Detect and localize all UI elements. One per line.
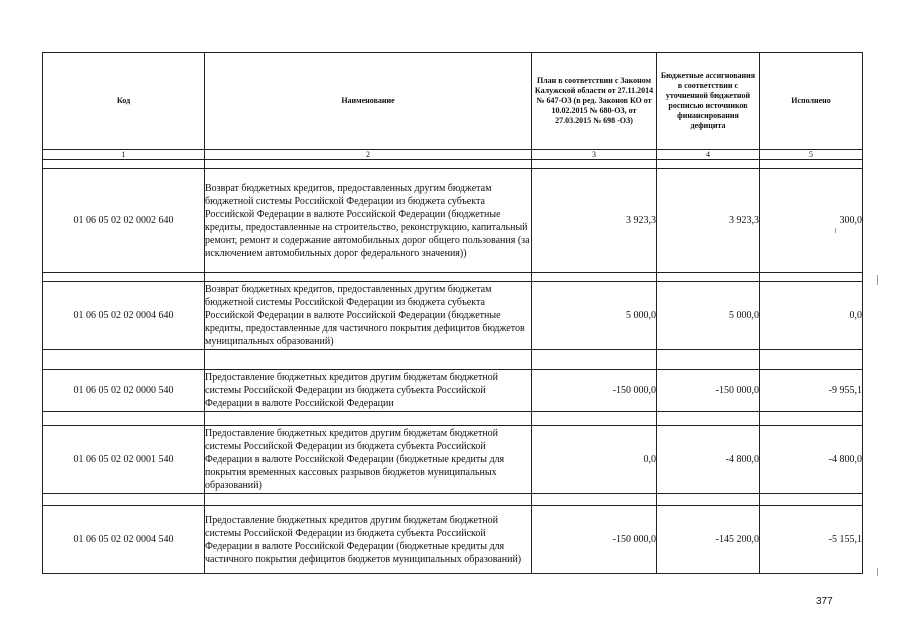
header-code: Код	[43, 53, 205, 150]
row-assignments: 3 923,3	[657, 169, 760, 273]
column-number: 2	[205, 150, 532, 160]
scan-mark	[835, 228, 836, 233]
row-code: 01 06 05 02 02 0002 640	[43, 169, 205, 273]
scan-mark	[877, 568, 878, 576]
row-executed: -5 155,1	[760, 506, 863, 574]
spacer-row	[43, 412, 863, 426]
column-number: 5	[760, 150, 863, 160]
row-name: Возврат бюджетных кредитов, предоставленных другим бюджетам бюджетной системы Российской Федерации из бюджета субъекта Российской Федерации в валюте Российской Федерации (бюджетные кредиты, предоставленные на строительство, реконструкцию, капитальный ремонт, ремонт и содержание автомобильных дорог общего пользования (за исключением автомобильных дорог федерального значения))	[205, 169, 532, 273]
row-name: Предоставление бюджетных кредитов другим бюджетам бюджетной системы Российской Федерации из бюджета субъекта Российской Федерации в валюте Российской Федерации	[205, 370, 532, 412]
row-code: 01 06 05 02 02 0004 540	[43, 506, 205, 574]
row-name: Предоставление бюджетных кредитов другим бюджетам бюджетной системы Российской Федерации из бюджета субъекта Российской Федерации в валюте Российской Федерации (бюджетные кредиты для частичного покрытия дефицитов бюджетов муниципальных образований)	[205, 506, 532, 574]
header-plan: План в соответствии с Законом Калужской области от 27.11.2014 № 647-ОЗ (в ред. Законов КО от 10.02.2015 № 680-ОЗ, от 27.03.2015 № 698 -ОЗ)	[532, 53, 657, 150]
row-assignments: -145 200,0	[657, 506, 760, 574]
row-name: Возврат бюджетных кредитов, предоставленных другим бюджетам бюджетной системы Российской Федерации из бюджета субъекта Российской Федерации в валюте Российской Федерации (бюджетные кредиты, предоставленные для частичного покрытия дефицитов бюджетов муниципальных образований)	[205, 282, 532, 350]
table-row	[43, 370, 863, 412]
header-row	[43, 53, 863, 150]
header-assignments: Бюджетные ассигнования в соответствии с уточненной бюджетной росписью источников финансирования дефицита	[657, 53, 760, 150]
row-executed: 0,0	[760, 282, 863, 350]
table-row	[43, 506, 863, 574]
column-numbering-row	[43, 150, 863, 160]
row-executed: 300,0	[760, 169, 863, 273]
row-plan: -150 000,0	[532, 506, 657, 574]
column-number: 4	[657, 150, 760, 160]
spacer-row	[43, 273, 863, 282]
row-assignments: -4 800,0	[657, 426, 760, 494]
spacer-row	[43, 494, 863, 506]
column-number: 1	[43, 150, 205, 160]
scan-mark	[877, 275, 878, 285]
row-name: Предоставление бюджетных кредитов другим бюджетам бюджетной системы Российской Федерации из бюджета субъекта Российской Федерации в валюте Российской Федерации (бюджетные кредиты для покрытия временных кассовых разрывов бюджетов муниципальных образований)	[205, 426, 532, 494]
row-executed: -4 800,0	[760, 426, 863, 494]
table-row	[43, 169, 863, 273]
spacer-row	[43, 350, 863, 370]
column-number: 3	[532, 150, 657, 160]
row-code: 01 06 05 02 02 0000 540	[43, 370, 205, 412]
table-row	[43, 282, 863, 350]
row-code: 01 06 05 02 02 0004 640	[43, 282, 205, 350]
row-plan: 0,0	[532, 426, 657, 494]
table-row	[43, 426, 863, 494]
row-plan: -150 000,0	[532, 370, 657, 412]
row-assignments: -150 000,0	[657, 370, 760, 412]
header-name: Наименование	[205, 53, 532, 150]
spacer-row	[43, 160, 863, 169]
row-plan: 5 000,0	[532, 282, 657, 350]
header-executed: Исполнено	[760, 53, 863, 150]
row-plan: 3 923,3	[532, 169, 657, 273]
row-code: 01 06 05 02 02 0001 540	[43, 426, 205, 494]
row-executed: -9 955,1	[760, 370, 863, 412]
row-assignments: 5 000,0	[657, 282, 760, 350]
budget-sources-table	[42, 52, 863, 574]
page-number: 377	[816, 596, 833, 607]
